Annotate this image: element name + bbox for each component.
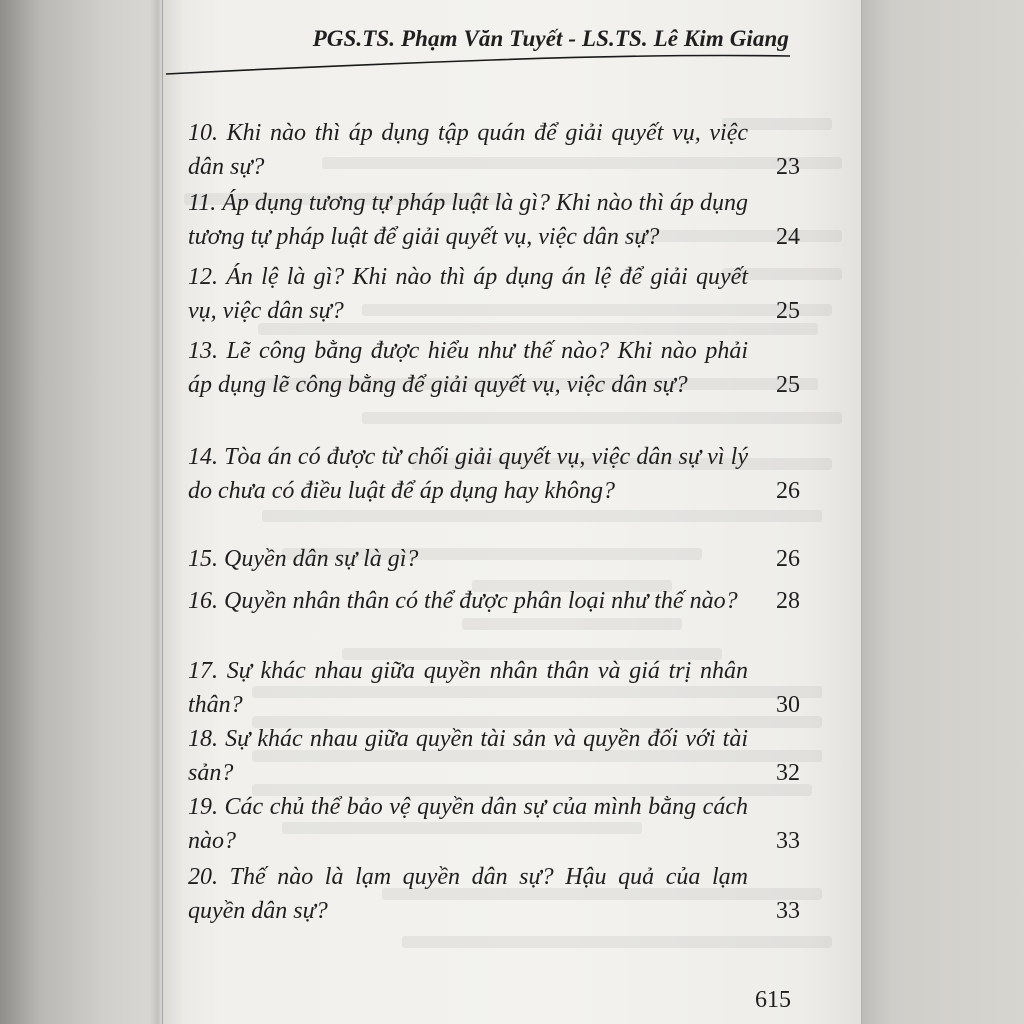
toc-entry-title: 16. Quyền nhân thân có thể được phân loại như thế nào?: [188, 588, 738, 614]
toc-entry-title: 15. Quyền dân sự là gì?: [188, 546, 419, 572]
toc-entry: [188, 116, 800, 184]
background-surface: [862, 0, 1024, 1024]
toc-entry-title: 19. Các chủ thể bảo vệ quyền dân sự của mình bằng cách nào?: [188, 794, 748, 854]
toc-entry-title: 10. Khi nào thì áp dụng tập quán để giải quyết vụ, việc dân sự?: [188, 120, 748, 180]
toc-entry-page: 30: [776, 692, 800, 718]
toc-entry-title: 17. Sự khác nhau giữa quyền nhân thân và giá trị nhân thân?: [188, 658, 748, 718]
toc-entry: [188, 860, 800, 928]
toc-entry-page: 28: [776, 588, 800, 614]
toc-entry-page: 33: [776, 898, 800, 924]
toc-entry-title: 14. Tòa án có được từ chối giải quyết vụ, việc dân sự vì lý do chưa có điều luật để áp dụng hay không?: [188, 444, 748, 504]
toc-entry-page: 33: [776, 828, 800, 854]
page-number: 615: [755, 987, 791, 1013]
book-page: [162, 0, 862, 1024]
toc-entry-title: 12. Án lệ là gì? Khi nào thì áp dụng án lệ để giải quyết vụ, việc dân sự?: [188, 264, 748, 324]
toc-entry-page: 25: [776, 298, 800, 324]
toc-entry-page: 25: [776, 372, 800, 398]
toc-entry-title: 20. Thế nào là lạm quyền dân sự? Hậu quả của lạm quyền dân sự?: [188, 864, 748, 924]
toc-entry-title: 11. Áp dụng tương tự pháp luật là gì? Khi nào thì áp dụng tương tự pháp luật để giải quyết vụ, việc dân sự?: [188, 190, 748, 250]
toc-entry-title: 13. Lẽ công bằng được hiểu như thế nào? Khi nào phải áp dụng lẽ công bằng để giải quyết vụ, việc dân sự?: [188, 338, 748, 398]
toc-entry: [188, 334, 800, 402]
table-of-contents: [162, 0, 862, 1024]
toc-entry-page: 23: [776, 154, 800, 180]
running-header-title: PGS.TS. Phạm Văn Tuyết - LS.TS. Lê Kim Giang: [312, 26, 789, 51]
toc-entry: [188, 584, 800, 618]
toc-entry: [188, 654, 800, 722]
toc-entry-page: 32: [776, 760, 800, 786]
toc-entry: [188, 542, 800, 576]
toc-entry: [188, 260, 800, 328]
toc-entry: [188, 186, 800, 254]
toc-entry-page: 26: [776, 546, 800, 572]
toc-entry: [188, 722, 800, 790]
toc-entry-title: 18. Sự khác nhau giữa quyền tài sản và quyền đối với tài sản?: [188, 726, 748, 786]
toc-entry: [188, 440, 800, 508]
toc-entry-page: 24: [776, 224, 800, 250]
toc-entry-page: 26: [776, 478, 800, 504]
toc-entry: [188, 790, 800, 858]
